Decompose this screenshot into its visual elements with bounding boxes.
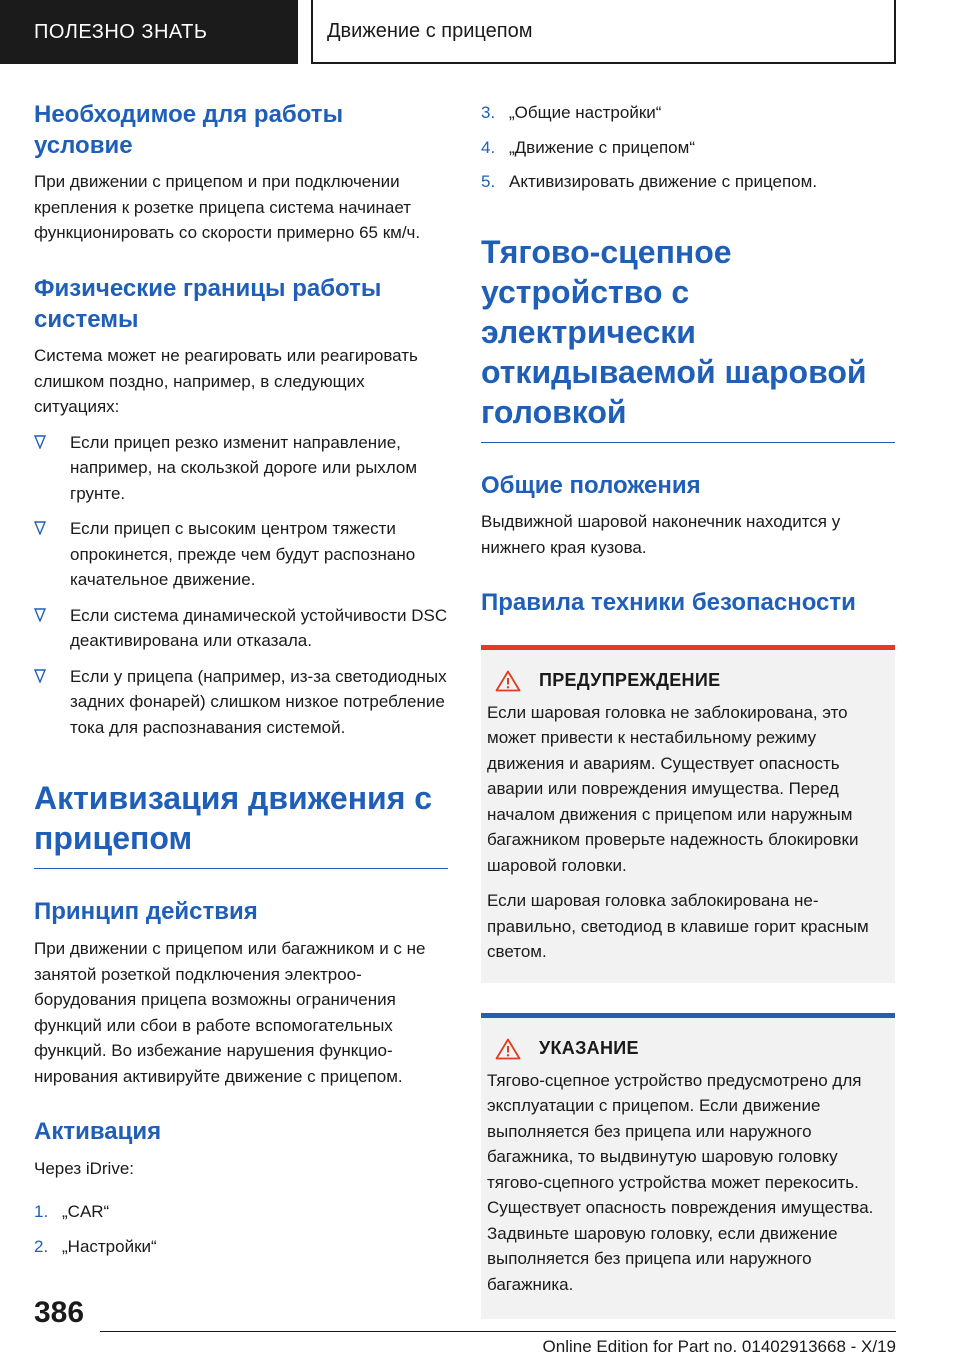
general-text: Выдвижной шаровой наконечник находится у нижнего края кузова. (481, 512, 841, 557)
triangle-bullet-icon (34, 669, 46, 683)
step-number: 4. (481, 137, 496, 157)
list-item (481, 169, 895, 195)
activation-text: Через iDrive: (34, 1158, 135, 1178)
activation-heading: Активация (34, 1118, 162, 1146)
list-item-text: Если система динамической устойчивости DSC деактивирована или отказала. (70, 605, 448, 651)
list-item (34, 430, 448, 507)
step-number: 5. (481, 172, 496, 191)
footer-divider (100, 1331, 896, 1332)
activation-section-heading: Активизация движения с прицепом (34, 778, 448, 869)
hitch-section-heading: Тягово-сцепное устройство с электрически откидываемой шаровой головкой (481, 232, 895, 443)
note-text: Тягово-сцепное устройство предусмотрено для эксплуатации с прицепом. Если движение выполняется без прицепа или наружного багажника, то выдвинутую шаровую головку тягово-сцепного устройства может перекосить. Существует опасность повреждения имущества. Задвиньте шаровую головку, если движение выполняется без прицепа или наружного багажника. (487, 1070, 874, 1294)
step-text: Активизировать движение с прицепом. (509, 172, 818, 191)
triangle-bullet-icon (34, 521, 46, 535)
list-item-text: Если прицеп с высоким центром тяжести опрокинется, прежде чем будут распознано качательное движение. (70, 519, 416, 590)
step-text: „CAR“ (62, 1202, 110, 1222)
warning-triangle-icon (495, 670, 521, 692)
header-section-tab (0, 0, 298, 64)
step-text: „Общие настройки“ (509, 103, 662, 122)
step-number: 3. (481, 103, 496, 122)
header-topic-label: Движение с прицепом (327, 19, 533, 42)
note-triangle-icon (495, 1038, 521, 1060)
list-item (481, 135, 895, 161)
note-label: УКАЗАНИЕ (539, 1038, 639, 1059)
activation-steps-continued (481, 100, 895, 195)
note-box (481, 1013, 895, 1320)
warning-text-1: Если шаровая головка не заблокирована, это может привести к нестабильному режиму движения и авариям. Существует опасность аварии или повреждения имущества. Перед началом движения с прицепом или наружным багажником проверьте надежность блокировки шаровой головки. (487, 702, 859, 875)
general-heading: Общие положения (481, 471, 701, 499)
left-column (34, 100, 448, 1268)
warning-label: ПРЕДУПРЕЖДЕНИЕ (539, 670, 721, 691)
list-item (34, 664, 448, 741)
step-text: „Настройки“ (62, 1236, 157, 1256)
list-item (34, 603, 448, 654)
footer-edition: Online Edition for Part no. 01402913668 - X/19 (542, 1337, 896, 1356)
step-text: „Движение с прицепом“ (509, 137, 695, 157)
page-number: 386 (34, 1296, 85, 1329)
limits-list (34, 430, 448, 741)
right-column (481, 100, 895, 1319)
header-topic-tab (311, 0, 896, 64)
warning-text-2: Если шаровая головка заблокирована неправильно, светодиод в клавише горит красным светом. (487, 891, 869, 962)
principle-text: При движении с прицепом или багажником и с не занятой розеткой подключения электрооборудования прицепа возможны ограничения функций или сбои в работе вспомогательных функций. Во избежание нарушения функционирования активируйте движение с прицепом. (34, 939, 426, 1086)
triangle-bullet-icon (34, 435, 46, 449)
safety-heading: Правила техники безопасности (481, 589, 856, 617)
step-number: 1. (34, 1202, 49, 1222)
activation-steps (34, 1199, 448, 1259)
limits-heading: Физические границы работы системы (34, 274, 382, 333)
step-number: 2. (34, 1236, 49, 1256)
header-section-label: ПОЛЕЗНО ЗНАТЬ (34, 20, 208, 43)
list-item (481, 100, 895, 126)
list-item-text: Если прицеп резко изменит направление, например, на скользкой дороге или рыхлом грунте. (70, 432, 418, 503)
list-item (34, 516, 448, 593)
warning-box (481, 645, 895, 983)
triangle-bullet-icon (34, 608, 46, 622)
list-item-text: Если у прицепа (например, из-за светодиодных задних фонарей) слишком низкое потребление тока для распознавания системой. (70, 666, 447, 737)
condition-heading: Необходимое для работы условие (34, 101, 344, 159)
limits-text: Система может не реагировать или реагировать слишком поздно, например, в следующих ситуациях: (34, 346, 418, 417)
list-item (34, 1234, 448, 1260)
list-item (34, 1199, 448, 1225)
condition-text: При движении с прицепом и при подключении крепления к розетке прицепа система начинает функционировать со скорости примерно 65 км/ч. (34, 172, 421, 243)
principle-heading: Принцип действия (34, 898, 258, 926)
